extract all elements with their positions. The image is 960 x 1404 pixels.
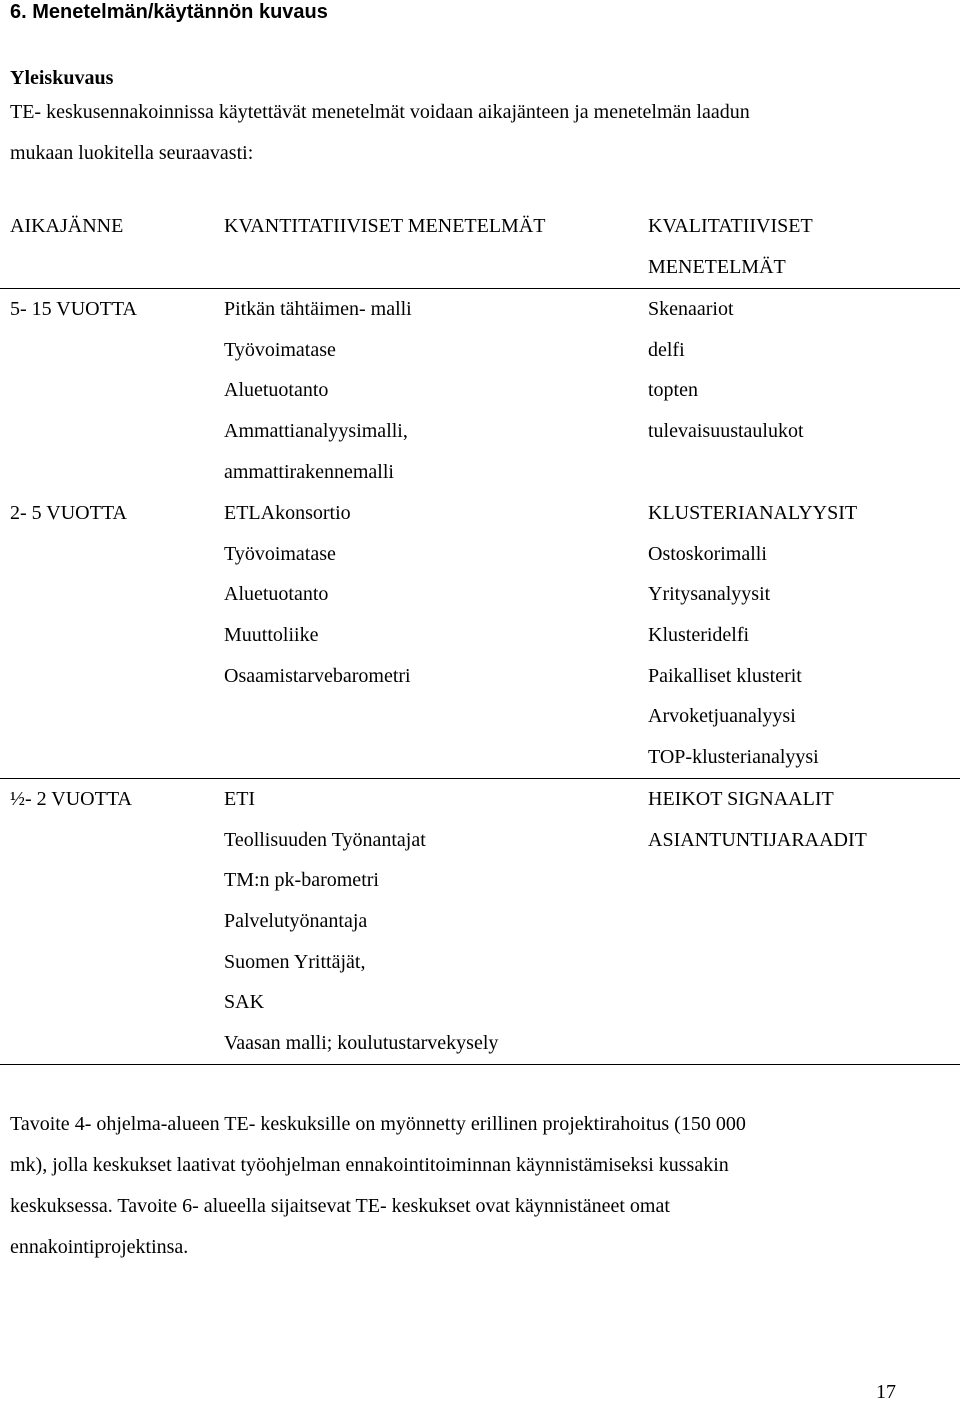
closing-line: mk), jolla keskukset laativat työohjelman ennakointitoiminnan käynnistämiseksi kussakin bbox=[10, 1154, 729, 1176]
row-quantitative bbox=[224, 289, 644, 492]
cell-text: TM:n pk-barometri bbox=[224, 869, 379, 892]
cell-text: ASIANTUNTIJARAADIT bbox=[648, 828, 867, 851]
section-heading: 6. Menetelmän/käytännön kuvaus bbox=[10, 1, 328, 23]
cell-text: Arvoketjuanalyysi bbox=[648, 705, 796, 728]
cell-text: 2- 5 VUOTTA bbox=[10, 502, 127, 524]
header-quantitative bbox=[224, 206, 644, 247]
intro-line: mukaan luokitella seuraavasti: bbox=[10, 142, 254, 164]
cell-text: Osaamistarvebarometri bbox=[224, 664, 411, 687]
cell-text: Ammattianalyysimalli, bbox=[224, 420, 408, 443]
table-row bbox=[0, 493, 960, 779]
intro-paragraph bbox=[10, 92, 950, 174]
cell-text: Yritysanalyysit bbox=[648, 583, 771, 606]
cell-text: Paikalliset klusterit bbox=[648, 664, 802, 687]
cell-text: Teollisuuden Työnantajat bbox=[224, 828, 426, 851]
table-row bbox=[0, 779, 960, 1065]
cell-text: Ostoskorimalli bbox=[648, 542, 767, 565]
table-header-row bbox=[0, 206, 960, 289]
cell-text: Pitkän tähtäimen- malli bbox=[224, 298, 412, 320]
row-quantitative bbox=[224, 779, 644, 1064]
cell-text: Työvoimatase bbox=[224, 542, 336, 565]
row-qualitative bbox=[648, 289, 960, 452]
cell-text: ETLAkonsortio bbox=[224, 502, 351, 524]
header-cell-text: KVANTITATIIVISET MENETELMÄT bbox=[224, 215, 546, 237]
cell-text: 5- 15 VUOTTA bbox=[10, 298, 137, 320]
row-timespan bbox=[10, 493, 220, 534]
row-qualitative bbox=[648, 779, 960, 860]
cell-text: ammattirakennemalli bbox=[224, 460, 394, 483]
cell-text: Klusteridelfi bbox=[648, 624, 750, 647]
cell-text: ½- 2 VUOTTA bbox=[10, 788, 132, 810]
cell-text: tulevaisuustaulukot bbox=[648, 420, 804, 443]
cell-text: Aluetuotanto bbox=[224, 379, 329, 402]
cell-text: Työvoimatase bbox=[224, 338, 336, 361]
cell-text: ETI bbox=[224, 788, 256, 810]
header-timespan bbox=[10, 206, 220, 247]
methods-table bbox=[0, 206, 960, 1065]
row-qualitative bbox=[648, 493, 960, 778]
cell-text: topten bbox=[648, 379, 698, 402]
cell-text: Skenaariot bbox=[648, 298, 734, 320]
row-timespan bbox=[10, 779, 220, 820]
closing-line: keskuksessa. Tavoite 6- alueella sijaitsevat TE- keskukset ovat käynnistäneet omat bbox=[10, 1195, 670, 1217]
page-number: 17 bbox=[876, 1381, 896, 1403]
header-cell-text: MENETELMÄT bbox=[648, 255, 786, 278]
cell-text: Muuttoliike bbox=[224, 624, 319, 647]
cell-text: Palvelutyönantaja bbox=[224, 910, 368, 933]
cell-text: delfi bbox=[648, 338, 685, 361]
cell-text: KLUSTERIANALYYSIT bbox=[648, 502, 858, 524]
row-quantitative bbox=[224, 493, 644, 696]
cell-text: Vaasan malli; koulutustarvekysely bbox=[224, 1032, 499, 1055]
closing-paragraph bbox=[10, 1104, 950, 1268]
row-timespan bbox=[10, 289, 220, 330]
cell-text: SAK bbox=[224, 991, 265, 1014]
cell-text: HEIKOT SIGNAALIT bbox=[648, 788, 834, 810]
intro-line: TE- keskusennakoinnissa käytettävät menetelmät voidaan aikajänteen ja menetelmän laadun bbox=[10, 101, 750, 123]
header-qualitative bbox=[648, 206, 960, 287]
closing-line: Tavoite 4- ohjelma-alueen TE- keskuksille on myönnetty erillinen projektirahoitus (150 000 bbox=[10, 1113, 746, 1135]
cell-text: Aluetuotanto bbox=[224, 583, 329, 606]
table-row bbox=[0, 289, 960, 493]
cell-text: TOP-klusterianalyysi bbox=[648, 746, 819, 769]
header-cell-text: AIKAJÄNNE bbox=[10, 215, 124, 237]
header-cell-text: KVALITATIIVISET bbox=[648, 215, 813, 237]
closing-line: ennakointiprojektinsa. bbox=[10, 1236, 189, 1258]
subsection-heading: Yleiskuvaus bbox=[10, 67, 114, 89]
cell-text: Suomen Yrittäjät, bbox=[224, 950, 366, 973]
